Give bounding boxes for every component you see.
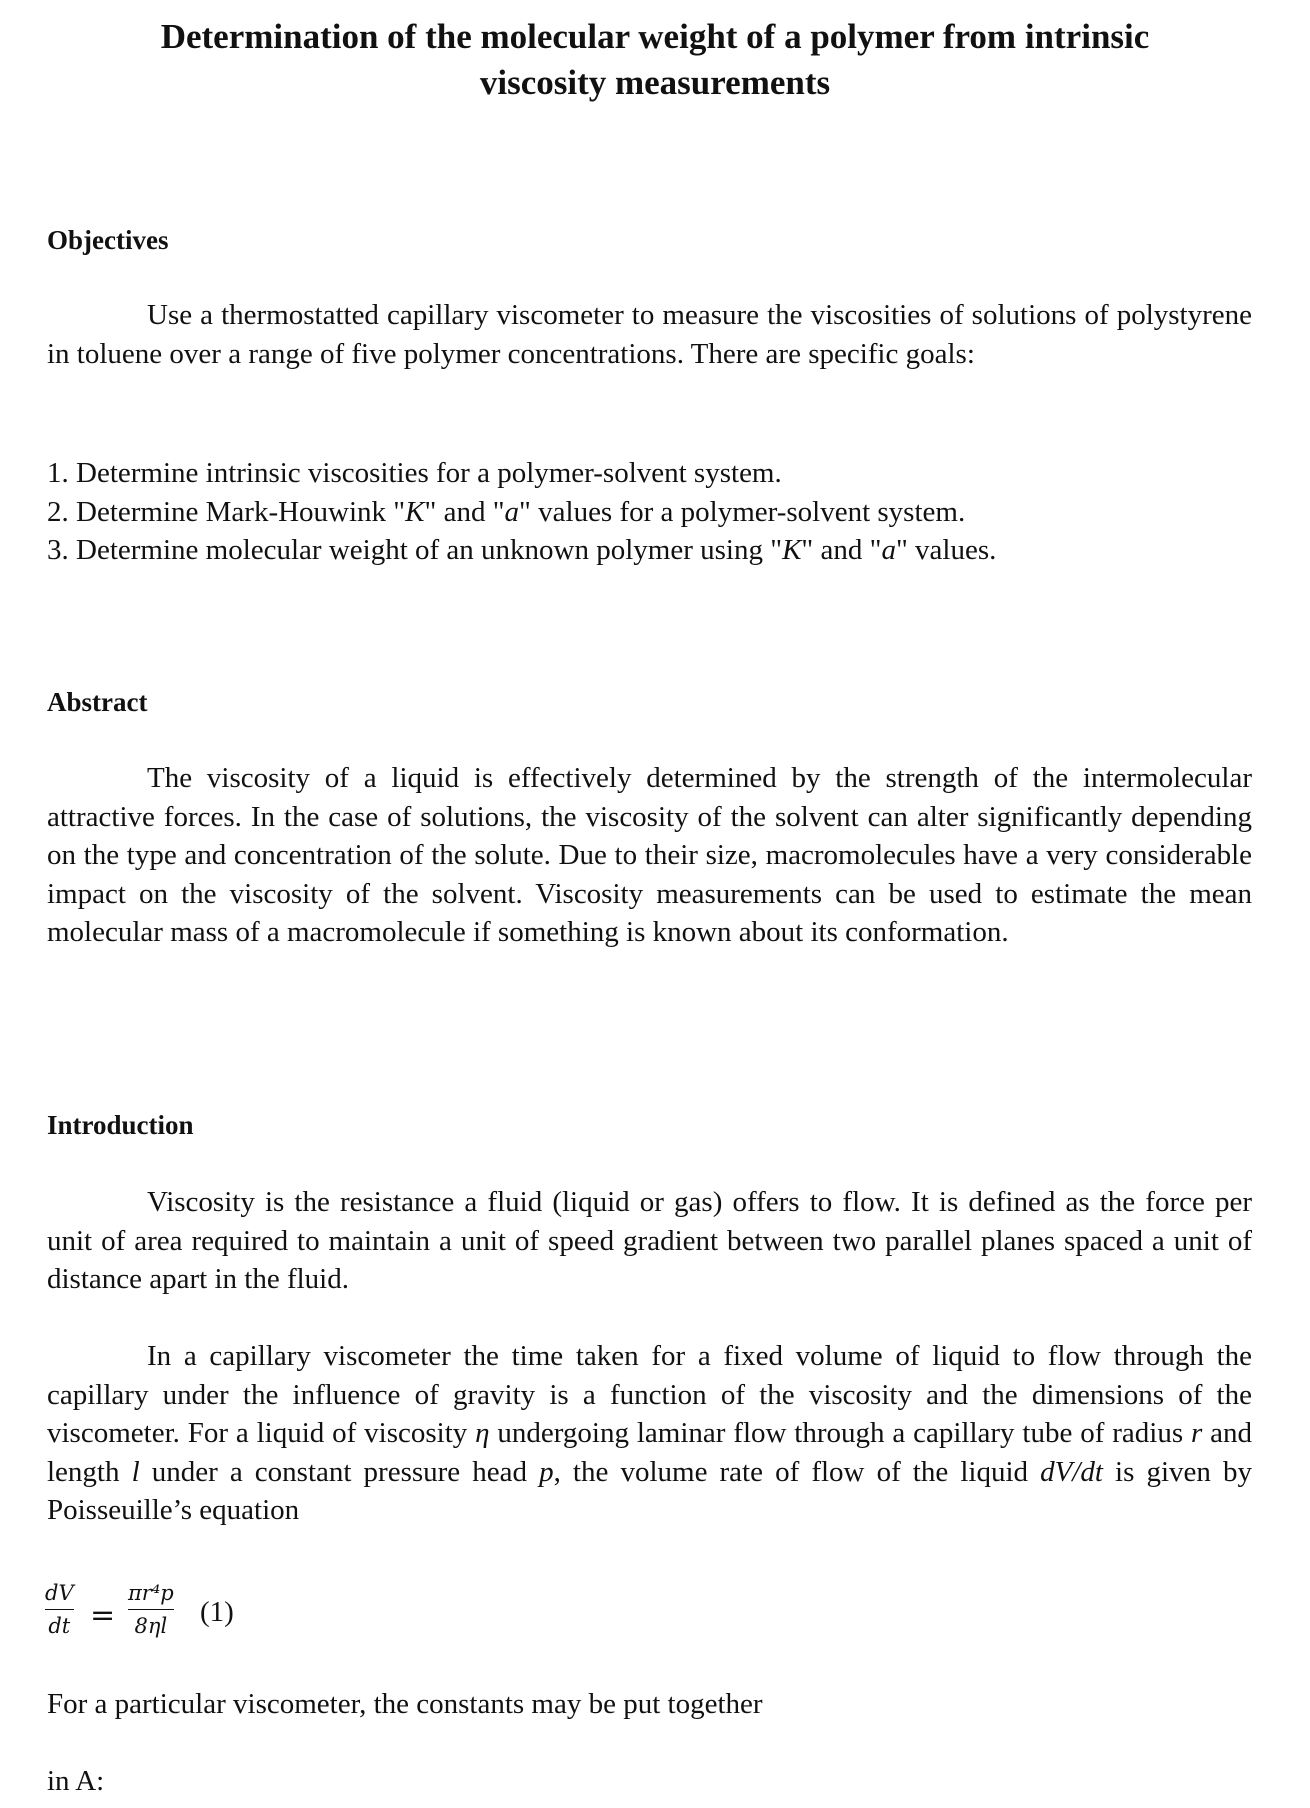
equation-lhs-denominator: dt — [48, 1614, 71, 1638]
introduction-paragraph-2 — [47, 1337, 1252, 1530]
title-line-1: Determination of the molecular weight of a polymer from intrinsic — [160, 17, 1150, 56]
para2-text-c: and length — [47, 1417, 1253, 1488]
goal-item-1: 1. Determine intrinsic viscosities for a polymer-solvent system. — [47, 457, 782, 489]
pressure-symbol: p — [539, 1455, 554, 1488]
eta-symbol: η — [475, 1417, 490, 1449]
goal-2-text-c: " values for a polymer-solvent system. — [519, 495, 966, 528]
para2-text-b: undergoing laminar flow through a capillary tube of radius — [489, 1417, 1191, 1449]
radius-symbol: r — [1190, 1417, 1203, 1449]
para2-text-a: In a capillary viscometer the time taken for a fixed volume of liquid to flow through the capillary under the influence of gravity is a function of the viscosity and the dimensions of the viscometer. For a liquid of viscosity — [47, 1340, 1252, 1449]
introduction-heading: Introduction — [47, 1110, 194, 1140]
length-symbol: l — [131, 1455, 140, 1488]
introduction-paragraph-4: in A: — [47, 1765, 105, 1797]
goal-3-text-a: 3. Determine molecular weight of an unknown polymer using " — [47, 534, 783, 566]
equation-lhs-numerator: dV — [45, 1581, 74, 1605]
equation-rhs-numerator: πr⁴p — [128, 1581, 174, 1605]
goal-3-text-c: " values. — [895, 534, 997, 566]
flow-rate-symbol: dV/dt — [1040, 1455, 1103, 1488]
goal-3-K-symbol: K — [782, 534, 802, 566]
equation-rhs-denominator: 8ηl — [134, 1614, 168, 1638]
introduction-paragraph-3: For a particular viscometer, the constants may be put together — [47, 1688, 763, 1720]
equation-lhs-fraction-bar — [45, 1609, 74, 1610]
goal-item-2 — [47, 493, 1257, 532]
abstract-heading: Abstract — [47, 687, 148, 717]
equation-lhs-fraction — [45, 1580, 74, 1639]
goal-3-text-b: " and " — [801, 534, 882, 566]
abstract-text: The viscosity of a liquid is effectively determined by the strength of the intermolecular attractive forces. In the case of solutions, the viscosity of the solvent can alter significantly depending on the type and concentration of the solute. Due to their size, macromolecules have a very considerable impact on the viscosity of the solvent. Viscosity measurements can be used to estimate the mean molecular mass of a macromolecule if something is known about its conformation. — [47, 762, 1252, 948]
objectives-intro: Use a thermostatted capillary viscometer to measure the viscosities of solutions of polystyrene in toluene over a range of five polymer concentrations. There are specific goals: — [47, 299, 1252, 370]
goal-3-a-symbol: a — [881, 534, 896, 566]
goal-2-K-symbol: K — [405, 495, 425, 528]
objectives-heading: Objectives — [47, 225, 169, 255]
goal-2-a-symbol: a — [504, 495, 520, 528]
equation-number: (1) — [200, 1596, 234, 1628]
goal-item-3 — [47, 531, 1257, 570]
para2-text-d: under a constant pressure head — [139, 1455, 540, 1488]
introduction-paragraph-1: Viscosity is the resistance a fluid (liquid or gas) offers to flow. It is defined as the force per unit of area required to maintain a unit of speed gradient between two parallel planes spaced a unit of distance apart in the fluid. — [47, 1186, 1252, 1295]
objectives-goals-list — [47, 454, 1257, 570]
title-line-2: viscosity measurements — [479, 63, 831, 102]
goal-2-text-b: " and " — [424, 495, 505, 528]
para2-text-f: is given by Poisseuille’s equation — [47, 1455, 1252, 1526]
para2-text-e: , the volume rate of flow of the liquid — [553, 1455, 1041, 1488]
equation-equals-sign: = — [90, 1598, 116, 1633]
goal-2-text-a: 2. Determine Mark-Houwink " — [47, 495, 406, 528]
document-title — [60, 14, 1250, 106]
poiseuille-equation — [40, 1576, 340, 1656]
equation-rhs-fraction-bar — [128, 1609, 174, 1610]
equation-rhs-fraction — [128, 1580, 174, 1639]
